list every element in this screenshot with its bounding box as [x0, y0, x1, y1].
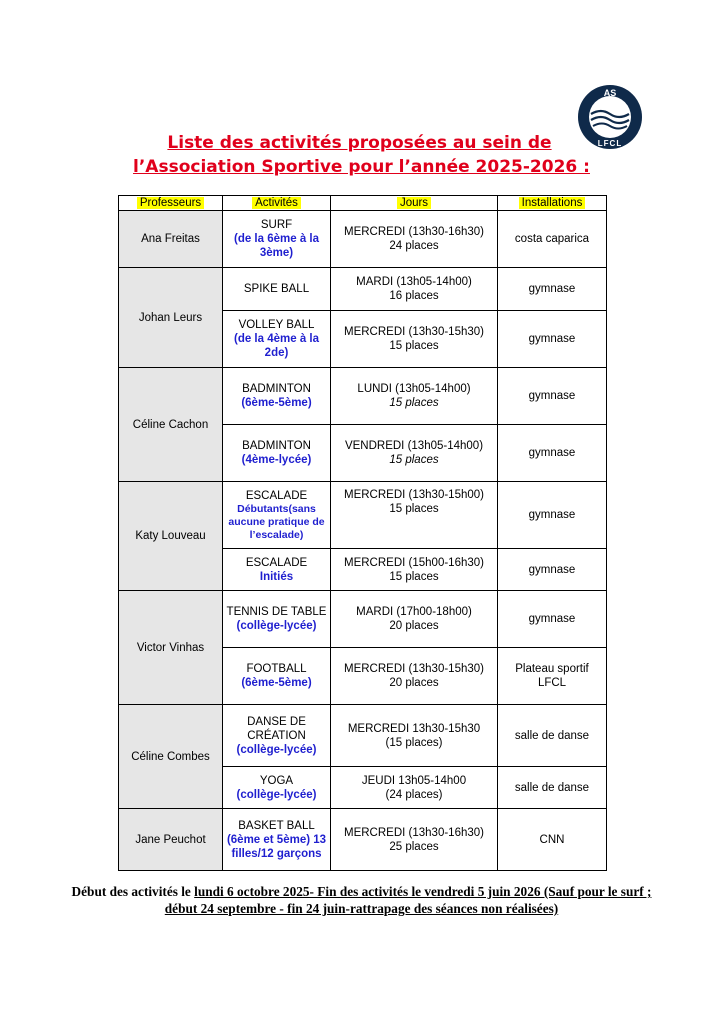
installation-cell: gymnase: [498, 368, 607, 425]
prof-cell: Katy Louveau: [119, 482, 223, 591]
header-professeurs: Professeurs: [119, 196, 223, 211]
day-cell: MERCREDI 13h30-15h30 (15 places): [331, 705, 498, 767]
installation-cell: gymnase: [498, 482, 607, 549]
table-row: [119, 211, 607, 268]
title-line-1: Liste des activités proposées au sein de: [167, 133, 552, 153]
activities-table: [118, 195, 607, 871]
table-row: [119, 268, 607, 311]
footer-start-date: lundi 6 octobre 2025: [194, 884, 310, 899]
header-installations: Installations: [498, 196, 607, 211]
prof-cell: Céline Cachon: [119, 368, 223, 482]
activity-cell: YOGA (collège-lycée): [223, 767, 331, 809]
day-cell: MERCREDI (15h00-16h30) 15 places: [331, 549, 498, 591]
title-line-2: l’Association Sportive pour l’année 2025-2026 :: [133, 157, 590, 177]
installation-cell: costa caparica: [498, 211, 607, 268]
footer-text-end: - Fin des activités le vendredi 5 juin 2026 (Sauf pour le surf ; début 24 septembre - fin 24 juin-rattrapage des séances non réalisées): [164, 884, 652, 916]
day-cell: MERCREDI (13h30-15h00) 15 places: [331, 482, 498, 549]
activity-cell: SURF (de la 6ème à la 3ème): [223, 211, 331, 268]
logo-text-bottom: LFCL: [597, 139, 623, 148]
prof-cell: Céline Combes: [119, 705, 223, 809]
day-cell: LUNDI (13h05-14h00) 15 places: [331, 368, 498, 425]
table-row: [119, 809, 607, 871]
day-cell: MARDI (17h00-18h00) 20 places: [331, 591, 498, 648]
installation-cell: gymnase: [498, 591, 607, 648]
logo-text-top: AS: [603, 88, 617, 98]
installation-cell: salle de danse: [498, 767, 607, 809]
installation-cell: Plateau sportif LFCL: [498, 648, 607, 705]
activity-cell: SPIKE BALL: [223, 268, 331, 311]
header-activites: Activités: [223, 196, 331, 211]
installation-cell: gymnase: [498, 268, 607, 311]
table-row: [119, 368, 607, 425]
table-header-row: [119, 196, 607, 211]
table-row: [119, 705, 607, 767]
installation-cell: gymnase: [498, 311, 607, 368]
activity-cell: TENNIS DE TABLE (collège-lycée): [223, 591, 331, 648]
activity-cell: FOOTBALL (6ème-5ème): [223, 648, 331, 705]
table-row: [119, 482, 607, 549]
header-jours: Jours: [331, 196, 498, 211]
day-cell: MERCREDI (13h30-15h30) 15 places: [331, 311, 498, 368]
activity-cell: ESCALADE Initiés: [223, 549, 331, 591]
prof-cell: Victor Vinhas: [119, 591, 223, 705]
day-cell: VENDREDI (13h05-14h00) 15 places: [331, 425, 498, 482]
installation-cell: gymnase: [498, 425, 607, 482]
installation-cell: salle de danse: [498, 705, 607, 767]
activity-cell: DANSE DE CRÉATION (collège-lycée): [223, 705, 331, 767]
day-cell: MERCREDI (13h30-16h30) 25 places: [331, 809, 498, 871]
activity-cell: BADMINTON (4ème-lycée): [223, 425, 331, 482]
installation-cell: gymnase: [498, 549, 607, 591]
schedule-footer: [70, 883, 653, 917]
day-cell: MERCREDI (13h30-15h30) 20 places: [331, 648, 498, 705]
day-cell: MARDI (13h05-14h00) 16 places: [331, 268, 498, 311]
day-cell: JEUDI 13h05-14h00 (24 places): [331, 767, 498, 809]
table-row: [119, 591, 607, 648]
footer-text-start: Début des activités le: [71, 884, 195, 899]
activity-cell: VOLLEY BALL (de la 4ème à la 2de): [223, 311, 331, 368]
day-cell: MERCREDI (13h30-16h30) 24 places: [331, 211, 498, 268]
installation-cell: CNN: [498, 809, 607, 871]
activity-cell: ESCALADE Débutants(sans aucune pratique de l’escalade): [223, 482, 331, 549]
page-title: [0, 131, 723, 179]
activity-cell: BASKET BALL (6ème et 5ème) 13 filles/12 garçons: [223, 809, 331, 871]
prof-cell: Johan Leurs: [119, 268, 223, 368]
prof-cell: Ana Freitas: [119, 211, 223, 268]
activity-cell: BADMINTON (6ème-5ème): [223, 368, 331, 425]
prof-cell: Jane Peuchot: [119, 809, 223, 871]
